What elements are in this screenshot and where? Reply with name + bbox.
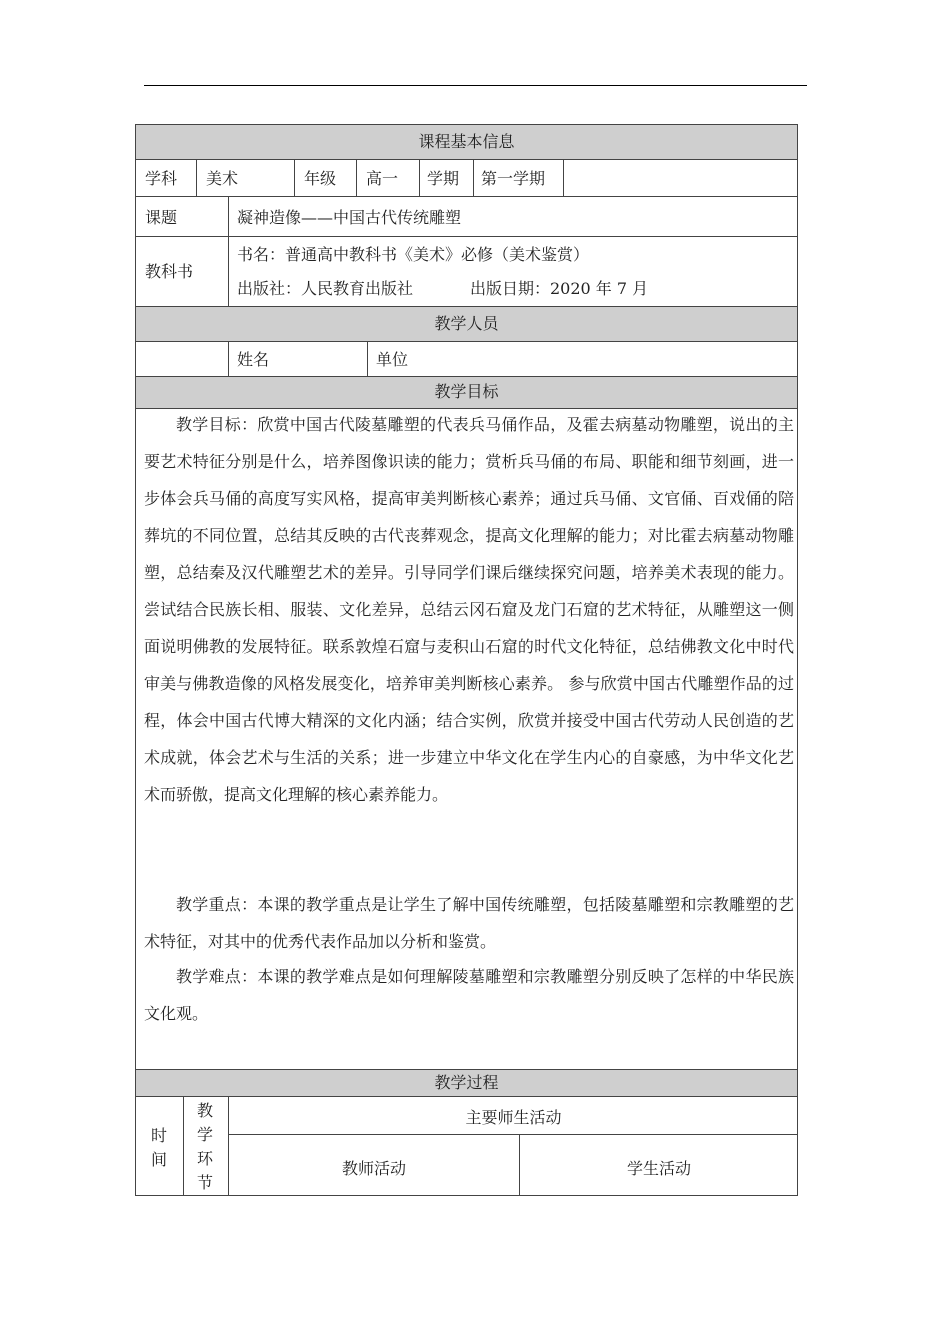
grade-label: 年级 (304, 169, 337, 188)
staff-row (135, 341, 798, 377)
topic-row (135, 196, 798, 237)
textbook-label: 教科书 (145, 262, 194, 281)
page-top-rule (144, 85, 807, 86)
textbook-publisher: 出版社：人民教育出版社 (237, 279, 414, 298)
process-student-activity-label: 学生活动 (626, 1159, 691, 1178)
process-header-text: 教学过程 (434, 1073, 499, 1092)
objectives-header-text: 教学目标 (434, 382, 499, 401)
textbook-row (135, 236, 798, 307)
topic-value: 凝神造像——中国古代传统雕塑 (237, 208, 462, 227)
topic-label: 课题 (145, 208, 178, 227)
staff-header (135, 306, 798, 342)
course-info-header (135, 124, 798, 160)
term-value: 第一学期 (481, 169, 546, 188)
staff-header-text: 教学人员 (434, 314, 499, 333)
subject-grade-term-row (135, 159, 798, 197)
process-teacher-activity-label: 教师活动 (341, 1159, 406, 1178)
term-label: 学期 (427, 169, 460, 188)
textbook-pub-date: 出版日期：2020 年 7 月 (470, 279, 649, 298)
process-header (135, 1069, 798, 1097)
process-table (135, 1096, 798, 1196)
staff-unit-label: 单位 (376, 350, 409, 369)
process-stage-label: 教学环节 (197, 1101, 214, 1192)
grade-value: 高一 (366, 169, 399, 188)
process-main-activity-label: 主要师生活动 (465, 1108, 562, 1127)
textbook-name: 书名：普通高中教科书《美术》必修（美术鉴赏） (237, 245, 590, 264)
objectives-header (135, 376, 798, 409)
objectives-goal-text: 教学目标：欣赏中国古代陵墓雕塑的代表兵马俑作品，及霍去病墓动物雕塑，说出的主要艺术特征分别是什么，培养图像识读的能力；赏析兵马俑的布局、职能和细节刻画，进一步体会兵马俑的高度写实风格，提高审美判断核心素养；通过兵马俑、文官俑、百戏俑的陪葬坑的不同位置，总结其反映的古代丧葬观念，提高文化理解的能力；对比霍去病墓动物雕塑，总结秦及汉代雕塑艺术的差异。引导同学们课后继续探究问题，培养美术表现的能力。尝试结合民族长相、服装、文化差异，总结云冈石窟及龙门石窟的艺术特征，从雕塑这一侧面说明佛教的发展特征。联系敦煌石窟与麦积山石窟的时代文化特征，总结佛教文化中时代审美与佛教造像的风格发展变化，培养审美判断核心素养。 参与欣赏中国古代雕塑作品的过程，体会中国古代博大精深的文化内涵；结合实例，欣赏并接受中国古代劳动人民创造的艺术成就，体会艺术与生活的关系；进一步建立中华文化在学生内心的自豪感，为中华文化艺术而骄傲，提高文化理解的核心素养能力。 (144, 415, 794, 804)
subject-value: 美术 (206, 169, 239, 188)
subject-label: 学科 (145, 169, 178, 188)
objectives-key-point: 教学重点：本课的教学重点是让学生了解中国传统雕塑，包括陵墓雕塑和宗教雕塑的艺术特征，对其中的优秀代表作品加以分析和鉴赏。 (144, 895, 794, 951)
process-time-label: 时间 (151, 1126, 168, 1169)
objectives-difficulty: 教学难点：本课的教学难点是如何理解陵墓雕塑和宗教雕塑分别反映了怎样的中华民族文化观。 (144, 967, 794, 1023)
staff-name-label: 姓名 (237, 350, 270, 369)
course-info-header-text: 课程基本信息 (418, 132, 515, 151)
